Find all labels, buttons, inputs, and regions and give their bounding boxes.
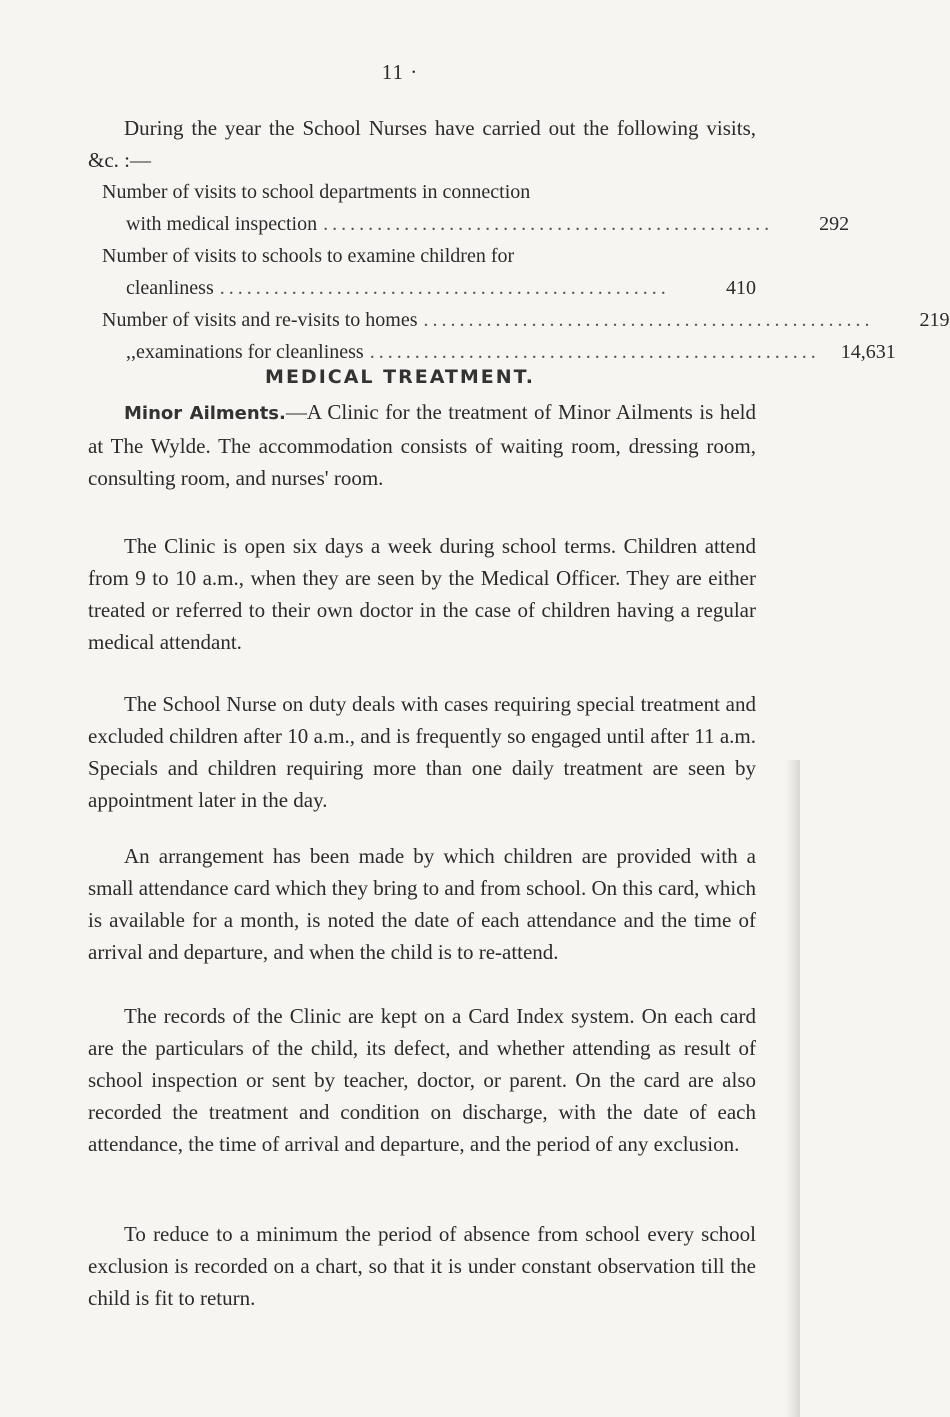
paragraph-text: An arrangement has been made by which children are provided with a small attendance card which they bring to and from school. On this card, which is available for a month, is noted the date of each attendance and the time of arrival and departure, and when the child is to re-attend. [88,844,756,964]
paragraph-lead: Minor Ailments. [124,403,286,424]
leader-dots: .................................................. [423,309,874,331]
paragraph-exclusion-chart [88,1218,756,1314]
visit-row [88,304,950,336]
leader-dots: .................................................. [369,341,820,363]
paragraph-text: To reduce to a minimum the period of absence from school every school exclusion is recorded on a chart, so that it is under constant observation till the child is fit to return. [88,1222,756,1310]
ditto-mark: ,, [126,341,136,363]
paragraph-clinic-hours [88,530,756,658]
visit-label-line2: with medical inspection [126,213,318,235]
paragraph-text: The records of the Clinic are kept on a Card Index system. On each card are the particulars of the child, its defect, and whether attending as result of school inspection or sent by teacher, doctor, or parent. On the card are also recorded the treatment and condition on discharge, with the date of each attendance, the time of arrival and departure, and the period of any exclusion. [88,1004,756,1156]
visit-label-line2: cleanliness [126,277,214,299]
visit-label: Number of visits and re-visits to homes [102,309,418,331]
visit-row [88,240,756,304]
paragraph-card-index [88,1000,756,1160]
visit-count: 219 [919,309,950,331]
visit-count: 292 [819,213,850,235]
paragraph-minor-ailments [88,396,756,494]
intro-paragraph: During the year the School Nurses have carried out the following visits, &c. :— [88,116,756,172]
paragraph-attendance-card [88,840,756,968]
section-heading: MEDICAL TREATMENT. [265,366,535,388]
visit-count: 14,631 [840,341,896,363]
visits-list [88,176,950,368]
leader-dots: .................................................. [323,213,774,235]
page-number: 11 · [381,60,419,84]
visit-label-line1: Number of visits to school departments in connection [102,181,531,203]
leader-dots: .................................................. [219,277,670,299]
page-edge-shadow [786,760,800,1417]
paragraph-text: The Clinic is open six days a week during school terms. Children attend from 9 to 10 a.m., when they are seen by the Medical Officer. They are either treated or referred to their own doctor in the case of children having a regular medical attendant. [88,534,756,654]
visit-count: 410 [726,277,756,299]
visit-row [88,176,850,240]
visit-row [88,336,896,368]
visit-label-line1: Number of visits to schools to examine children for [102,245,515,267]
visit-label: examinations for cleanliness [136,341,364,363]
paragraph-text: The School Nurse on duty deals with cases requiring special treatment and excluded children after 10 a.m., and is frequently so engaged until after 11 a.m. Specials and children requiring more than one daily treatment are seen by appointment later in the day. [88,692,756,812]
paragraph-text: —A Clinic for the treatment of Minor Ailments is held at The Wylde. The accommodation consists of waiting room, dressing room, consulting room, and nurses' room. [88,400,756,490]
paragraph-school-nurse [88,688,756,816]
